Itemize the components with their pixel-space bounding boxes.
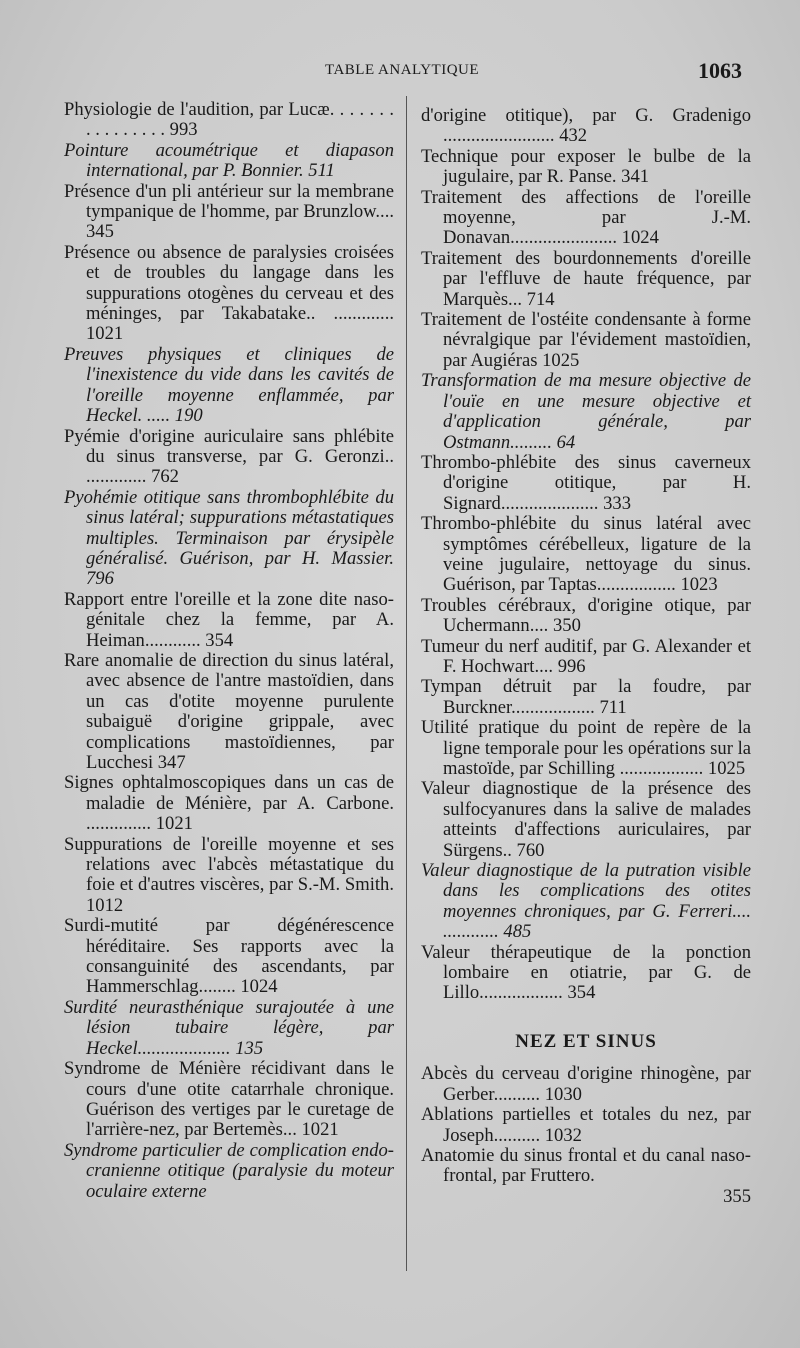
index-entry: Surdité neurasthénique surajoutée à une lésion tubaire légère, par Heckel.................... 135 xyxy=(64,996,394,1059)
column-divider xyxy=(406,96,407,1271)
index-entry: Valeur diagnostique de la putration visible dans les complications des otites moyennes chroniques, par G. Ferreri.... ............ 485 xyxy=(421,860,751,943)
section-entries xyxy=(421,1064,751,1186)
index-entry: Suppurations de l'oreille moyenne et ses relations avec l'abcès métastatique du foie et d'autres viscères, par S.-M. Smith. 1012 xyxy=(64,833,394,916)
index-entry: Thrombo-phlébite du sinus latéral avec symptômes cérébelleux, ligature de la veine jugulaire, nettoyage du sinus. Guérison, par Taptas................. 1023 xyxy=(421,513,751,596)
index-entry: Valeur diagnostique de la présence des sulfocyanures dans la salive de malades atteints d'affections auriculaires, par Sürgens.. 760 xyxy=(421,778,751,861)
index-entry: Traitement des affections de l'oreille moyenne, par J.-M. Donavan....................... 1024 xyxy=(421,186,751,249)
index-entry: Transformation de ma mesure objective de l'ouïe en une mesure objective et d'application générale, par Ostmann......... 64 xyxy=(421,370,751,453)
index-entry: Physiologie de l'audition, par Lucæ. . . . . . . . . . . . . . . . 993 xyxy=(64,99,394,141)
index-entry: Pointure acoumétrique et diapason international, par P. Bonnier. 511 xyxy=(64,139,394,182)
index-entry: Tumeur du nerf auditif, par G. Alexander et F. Hochwart.... 996 xyxy=(421,635,751,677)
index-entry: Anatomie du sinus frontal et du canal naso-frontal, par Fruttero. xyxy=(421,1144,751,1187)
right-column xyxy=(421,106,751,1207)
index-entry: Traitement de l'ostéite condensante à forme névralgique par l'évidement mastoïdien, par Augiéras 1025 xyxy=(421,309,751,371)
section-title: NEZ ET SINUS xyxy=(515,1030,657,1052)
index-entry: Rapport entre l'oreille et la zone dite naso-génitale chez la femme, par A. Heiman............ 354 xyxy=(64,588,394,651)
index-entry: Syndrome particulier de complication endo-cranienne otitique (paralysie du moteur oculaire externe xyxy=(64,1139,394,1202)
index-entry: Surdi-mutité par dégénérescence héréditaire. Ses rapports avec la consanguinité des ascendants, par Hammerschlag........ 1024 xyxy=(64,915,394,998)
index-entry: Traitement des bourdonnements d'oreille par l'effluve de haute fréquence, par Marquès... 714 xyxy=(421,247,751,310)
index-entry: Tympan détruit par la foudre, par Burckner.................. 711 xyxy=(421,676,751,718)
index-entry: Valeur thérapeutique de la ponction lombaire en otiatrie, par G. de Lillo.................. 354 xyxy=(421,941,751,1004)
index-entry: Présence ou absence de paralysies croisées et de troubles du langage dans les suppurations otogènes du cerveau et des méninges, par Takabatake.. ............. 1021 xyxy=(64,241,394,345)
index-entry: Ablations partielles et totales du nez, par Joseph.......... 1032 xyxy=(421,1104,751,1146)
index-entry: Preuves physiques et cliniques de l'inexistence du vide dans les cavités de l'oreille moyenne enflammée, par Heckel. ..... 190 xyxy=(64,343,394,427)
index-entry: d'origine otitique), par G. Gradenigo ........................ 432 xyxy=(421,105,751,147)
index-entry: Rare anomalie de direction du sinus latéral, avec absence de l'antre mastoïdien, dans un cas d'otite moyenne purulente subaiguë d'origine grippale, avec complications mastoïdiennes, par Lucchesi 347 xyxy=(64,649,394,773)
page-header xyxy=(0,60,800,90)
index-entry: Pyohémie otitique sans thrombophlébite du sinus latéral; suppurations métastatiques multiples. Terminaison par érysipèle généralisé. Guérison, par H. Massier. 796 xyxy=(64,486,394,590)
page-number: 1063 xyxy=(698,58,742,83)
index-entry: Troubles cérébraux, d'origine otique, par Uchermann.... 350 xyxy=(421,594,751,637)
index-entry: Signes ophtalmoscopiques dans un cas de maladie de Ménière, par A. Carbone. .............. 1021 xyxy=(64,772,394,835)
index-entry: Technique pour exposer le bulbe de la jugulaire, par R. Panse. 341 xyxy=(421,145,751,188)
continuation-page-number: 355 xyxy=(723,1185,751,1207)
index-entry: Utilité pratique du point de repère de la ligne temporale pour les opérations sur la mastoïde, par Schilling .................. 1025 xyxy=(421,717,751,779)
right-entries xyxy=(421,106,751,1004)
index-entry: Pyémie d'origine auriculaire sans phlébite du sinus transverse, par G. Geronzi.. ............. 762 xyxy=(64,425,394,488)
index-entry: Thrombo-phlébite des sinus caverneux d'origine otitique, par H. Signard..................... 333 xyxy=(421,451,751,514)
index-entry: Abcès du cerveau d'origine rhinogène, par Gerber.......... 1030 xyxy=(421,1063,751,1105)
index-entry: Présence d'un pli antérieur sur la membrane tympanique de l'homme, par Brunzlow.... 345 xyxy=(64,180,394,243)
running-title: TABLE ANALYTIQUE xyxy=(325,62,480,78)
left-column xyxy=(64,100,394,1202)
index-entry: Syndrome de Ménière récidivant dans le cours d'une otite catarrhale chronique. Guérison des vertiges par le curetage de l'arrière-nez, par Bertemès... 1021 xyxy=(64,1058,394,1141)
